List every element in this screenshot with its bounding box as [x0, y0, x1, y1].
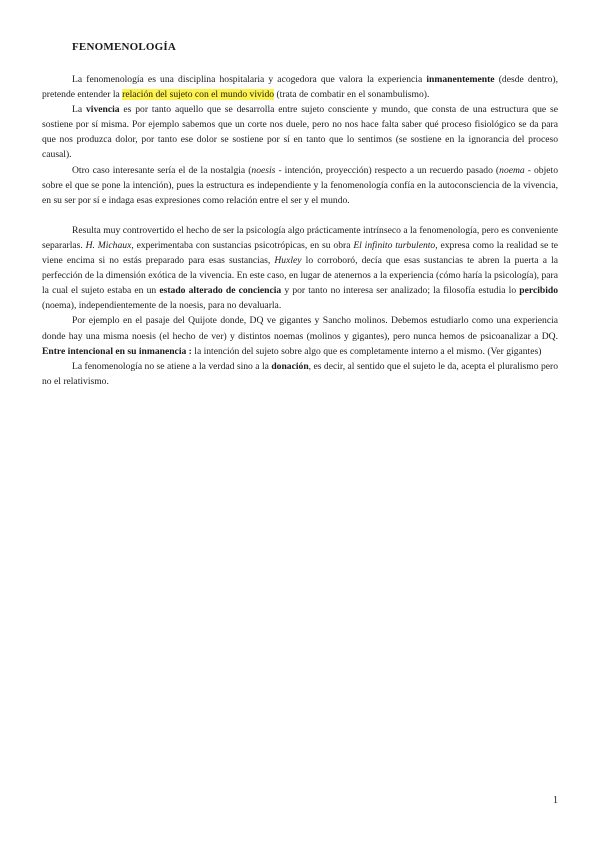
- p6-text-a: La fenomenología no se atiene a la verdad sino a la: [72, 360, 272, 372]
- p1-highlight: relación del sujeto con el mundo vivido: [122, 89, 275, 101]
- p4-italic-huxley: Huxley: [274, 255, 302, 267]
- p4-text-c: , experimentaba con sustancias psicotrópicas, en su obra: [131, 239, 354, 251]
- p3-italic-noema: noema: [499, 164, 525, 176]
- p4-bold-estado-alterado: estado alterado de conciencia: [159, 285, 282, 297]
- paragraph-6: [42, 359, 558, 389]
- p3-text-e: - objeto sobre el que se pone la intención), pues la estructura es independiente y la fenomenología confía en la autoconsciencia de la vivencia, en su ser por sí e indaga esas expresiones como relación entre el ser y el mundo.: [42, 164, 558, 206]
- p4-text-k: (noema), independientemente de la noesis, para no devaluarla.: [42, 300, 282, 312]
- p6-text-c: , es decir, al sentido que el sujeto le da, acepta el pluralismo pero no el relativismo.: [42, 360, 559, 387]
- p4-text-g: lo corroboró, decía que esas sustancias te abren la puerta a la perfección de la dimensión exótica de la vivencia. En este caso, en lugar de atenernos a la experiencia (cómo haría la psicología), para la cual el sujeto estaba en un: [42, 255, 558, 297]
- p1-text-e: (trata de combatir en el sonambulismo).: [274, 89, 430, 101]
- paragraph-2: [42, 102, 558, 162]
- document-body: [42, 72, 558, 389]
- p2-bold-vivencia: vivencia: [85, 104, 120, 116]
- p4-bold-percibido: percibido: [519, 285, 559, 297]
- paragraph-3: [42, 163, 558, 208]
- p1-text-c: (desde dentro), pretende entender la: [42, 74, 558, 101]
- p6-bold-donacion: donación: [271, 360, 309, 372]
- p4-italic-michaux: H. Michaux: [85, 239, 132, 251]
- p1-bold-inmanentemente: inmanentemente: [426, 74, 495, 85]
- paragraph-5: [42, 313, 558, 358]
- p5-text-c: la intención del sujeto sobre algo que es completamente interno a el mismo. (Ver gigantes): [191, 345, 542, 357]
- paragraph-1: [42, 72, 558, 102]
- p3-text-a: Otro caso interesante sería el de la nostalgia (: [72, 164, 252, 176]
- p4-text-a: Resulta muy controvertido el hecho de ser la psicología algo prácticamente intrínseco a la fenomenología, pero es conveniente separarlas.: [42, 224, 558, 251]
- p4-text-e: , expresa como la realidad se te viene encima si no estás preparado para esas sustancias,: [42, 239, 558, 267]
- p3-italic-noesis: noesis: [251, 164, 276, 176]
- page-number: 1: [553, 795, 558, 806]
- p5-bold-entre-intencional: Entre intencional en su inmanencia :: [42, 345, 192, 357]
- p5-text-a: Por ejemplo en el pasaje del Quijote donde, DQ ve gigantes y Sancho molinos. Debemos estudiarlo como una experiencia donde hay una misma noesis (el hecho de ver) y distintos noemas (molinos y gigantes), pero nunca hemos de psicoanalizar a DQ.: [42, 315, 558, 342]
- paragraph-4: [42, 223, 558, 314]
- p2-text-c: es por tanto aquello que se desarrolla entre sujeto consciente y mundo, que consta de una estructura que se sostiene por sí misma. Por ejemplo sabemos que un corte nos duele, pero no nos hace falta saber qué proceso fisiológico se da para que nos produzca dolor, por tanto ese dolor se sostiene por sí en tanto que lo sentimos (se sostiene en la ignorancia del proceso causal).: [42, 104, 558, 161]
- p4-italic-book-title: El infinito turbulento: [353, 239, 436, 251]
- p1-text-a: La fenomenología es una disciplina hospitalaria y acogedora que valora la experiencia: [72, 74, 427, 85]
- p3-text-c: - intención, proyección) respecto a un recuerdo pasado (: [275, 164, 500, 176]
- page-title: FENOMENOLOGÍA: [72, 41, 177, 53]
- p4-text-i: y por tanto no interesa ser analizado; la filosofía estudia lo: [281, 285, 520, 297]
- p2-text-a: La: [72, 104, 86, 116]
